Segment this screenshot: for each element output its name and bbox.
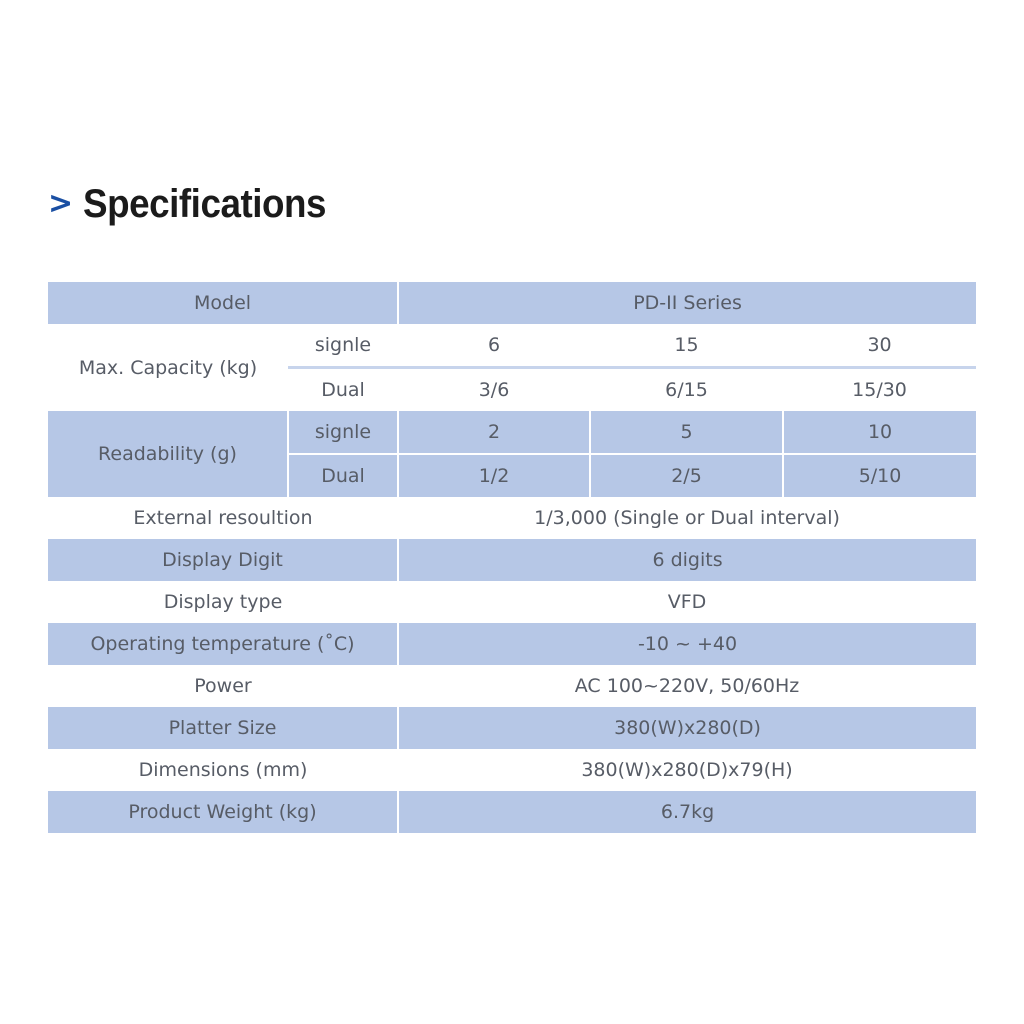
row-value: VFD (398, 581, 976, 623)
table-cell: 15 (590, 324, 783, 368)
row-value: 1/3,000 (Single or Dual interval) (398, 497, 976, 539)
table-cell: 5 (590, 411, 783, 454)
table-cell: 3/6 (398, 368, 590, 412)
row-value: 6 digits (398, 539, 976, 581)
table-cell: 6/15 (590, 368, 783, 412)
readability-label: Readability (g) (48, 411, 288, 497)
table-row-display-digit (48, 539, 976, 581)
row-label: Power (48, 665, 398, 707)
model-label: Model (48, 282, 398, 324)
table-cell: 30 (783, 324, 976, 368)
specifications-table (48, 282, 976, 833)
readability-single-label: signle (288, 411, 398, 454)
row-label: Product Weight (kg) (48, 791, 398, 833)
row-label: Platter Size (48, 707, 398, 749)
table-row-readability-single (48, 411, 976, 454)
table-cell: 6 (398, 324, 590, 368)
max-capacity-dual-label: Dual (288, 368, 398, 412)
table-cell: 2/5 (590, 454, 783, 497)
table-row-product-weight (48, 791, 976, 833)
table-cell: 2 (398, 411, 590, 454)
row-label: Operating temperature (˚C) (48, 623, 398, 665)
table-row-display-type (48, 581, 976, 623)
section-heading (48, 176, 347, 232)
row-value: 380(W)x280(D) (398, 707, 976, 749)
row-label: Display Digit (48, 539, 398, 581)
table-row-operating-temperature (48, 623, 976, 665)
table-cell: 10 (783, 411, 976, 454)
row-label: External resoultion (48, 497, 398, 539)
table-row-platter-size (48, 707, 976, 749)
max-capacity-label: Max. Capacity (kg) (48, 324, 288, 411)
table-cell: 5/10 (783, 454, 976, 497)
max-capacity-single-label: signle (288, 324, 398, 368)
table-row-power (48, 665, 976, 707)
table-cell: 15/30 (783, 368, 976, 412)
page-title: Specifications (83, 182, 327, 226)
table-row-dimensions (48, 749, 976, 791)
model-value: PD-II Series (398, 282, 976, 324)
row-value: AC 100~220V, 50/60Hz (398, 665, 976, 707)
row-value: 6.7kg (398, 791, 976, 833)
table-row-external-resolution (48, 497, 976, 539)
row-value: -10 ~ +40 (398, 623, 976, 665)
table-cell: 1/2 (398, 454, 590, 497)
row-label: Display type (48, 581, 398, 623)
chevron-right-icon: > (48, 186, 74, 221)
table-row-model (48, 282, 976, 324)
row-value: 380(W)x280(D)x79(H) (398, 749, 976, 791)
table-row-max-capacity-single (48, 324, 976, 368)
readability-dual-label: Dual (288, 454, 398, 497)
row-label: Dimensions (mm) (48, 749, 398, 791)
